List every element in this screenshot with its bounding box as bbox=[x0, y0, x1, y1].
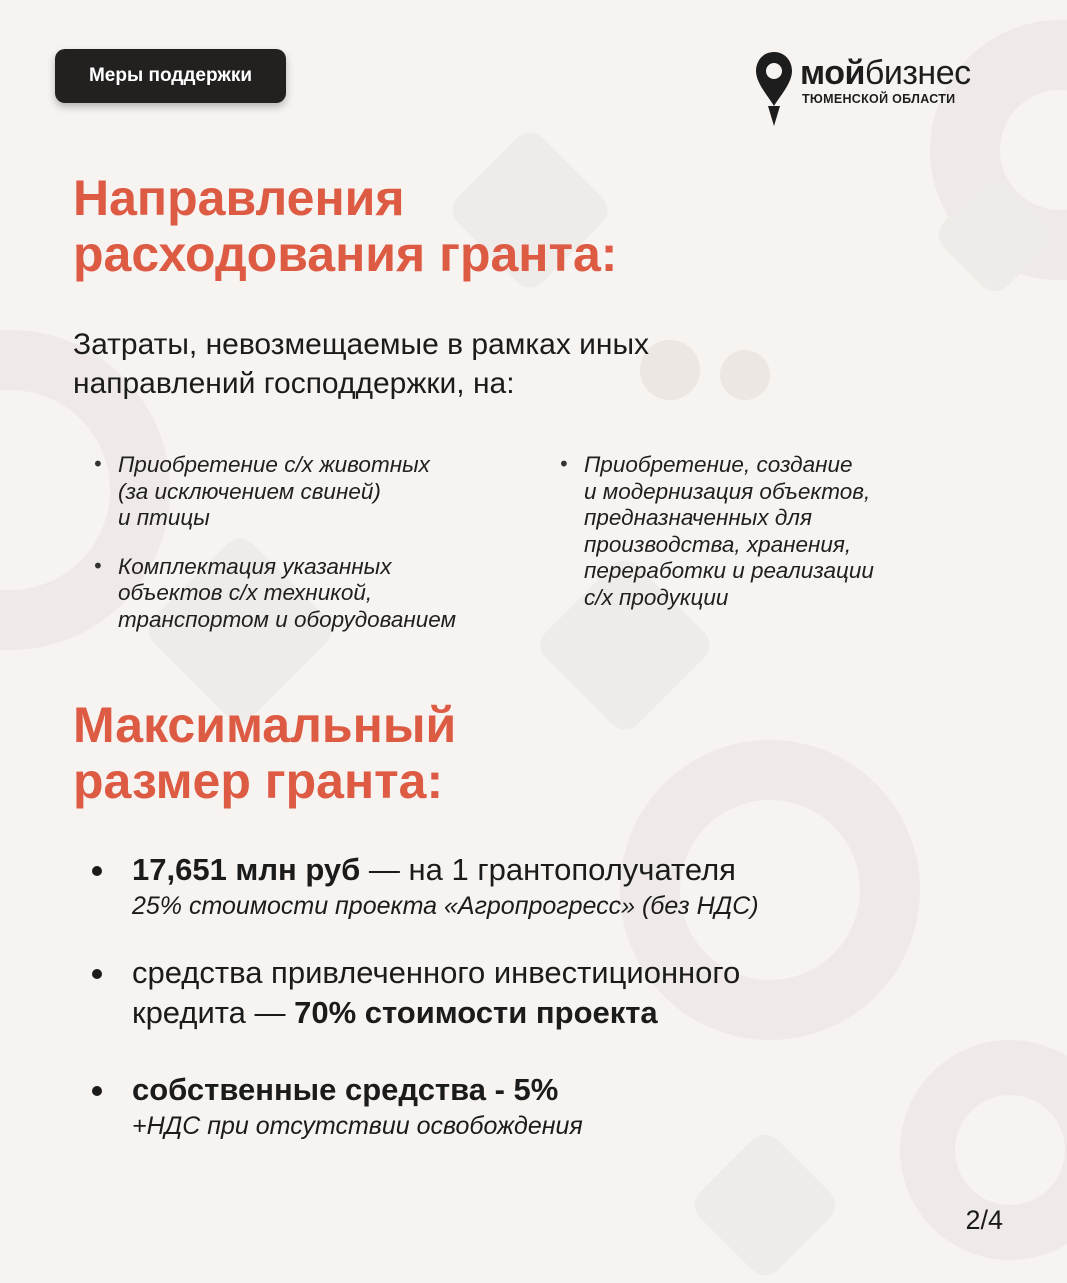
grant-amount: 17,651 млн руб bbox=[132, 852, 361, 887]
section-title-max-grant bbox=[73, 697, 456, 809]
list-item bbox=[558, 452, 958, 611]
grant-item-note: 25% стоимости проекта «Агропрогресс» (без НДС) bbox=[132, 892, 759, 920]
list-item-line: объектов с/х техникой, bbox=[118, 580, 373, 605]
logo-wordmark-light: бизнес bbox=[864, 54, 971, 92]
grant-amount-desc: — на 1 грантополучателя bbox=[360, 852, 736, 887]
list-item-line: и модернизация объектов, bbox=[584, 478, 871, 504]
list-item-line: и птицы bbox=[118, 505, 210, 530]
section-title-line: Направления bbox=[73, 170, 405, 226]
credit-share: 70% стоимости проекта bbox=[294, 995, 658, 1030]
credit-prefix: кредита — bbox=[132, 995, 295, 1030]
grant-item-row: средства привлеченного инвестиционного bbox=[132, 955, 741, 990]
intro-text bbox=[73, 325, 853, 403]
list-item-line: Приобретение с/х животных bbox=[118, 452, 430, 477]
list-item-line: Приобретение, создание bbox=[584, 452, 853, 477]
expense-list-right bbox=[558, 452, 958, 633]
support-measures-badge: Меры поддержки bbox=[55, 49, 286, 103]
bullet-icon: • bbox=[92, 553, 104, 578]
logo-wordmark bbox=[800, 54, 971, 93]
grant-item-content bbox=[132, 1070, 583, 1142]
moybiznes-logo bbox=[754, 50, 1014, 130]
grant-item-row bbox=[132, 993, 740, 1033]
grant-item-row bbox=[132, 850, 759, 890]
own-funds-share: собственные средства - 5% bbox=[132, 1072, 559, 1107]
bullet-icon bbox=[92, 1086, 102, 1096]
background-diamond bbox=[687, 1127, 843, 1283]
logo-subtitle: ТЮМЕНСКОЙ ОБЛАСТИ bbox=[802, 92, 956, 106]
section-title-spending bbox=[73, 170, 617, 282]
intro-line: Затраты, невозмещаемые в рамках иных bbox=[73, 328, 650, 361]
bullet-icon: • bbox=[558, 452, 570, 476]
grant-item-content bbox=[132, 953, 740, 1033]
list-item-line: транспортом и оборудованием bbox=[118, 606, 456, 632]
intro-line: направлений господдержки, на: bbox=[73, 367, 515, 400]
section-title-line: Максимальный bbox=[73, 697, 457, 753]
grant-item-content bbox=[132, 850, 759, 922]
bullet-icon bbox=[92, 866, 102, 876]
expense-list-left bbox=[92, 452, 532, 655]
list-item-line: с/х продукции bbox=[584, 584, 729, 610]
page-indicator: 2/4 bbox=[965, 1205, 1003, 1235]
grant-item-note: +НДС при отсутствии освобождения bbox=[132, 1112, 583, 1140]
bullet-icon bbox=[92, 969, 102, 979]
list-item bbox=[92, 452, 532, 532]
list-item-line: Комплектация указанных bbox=[118, 553, 392, 579]
list-item-line: переработки и реализации bbox=[584, 558, 874, 583]
section-title-line: расходования гранта: bbox=[73, 226, 618, 282]
list-item-line: производства, хранения, bbox=[584, 531, 852, 557]
section-title-line: размер гранта: bbox=[73, 753, 444, 809]
rocket-pin-icon bbox=[754, 50, 794, 128]
bullet-icon: • bbox=[92, 452, 104, 476]
list-item-line: предназначенных для bbox=[584, 505, 812, 530]
list-item-line: (за исключением свиней) bbox=[118, 478, 381, 504]
logo-wordmark-bold: мой bbox=[800, 54, 865, 92]
list-item bbox=[92, 554, 532, 634]
